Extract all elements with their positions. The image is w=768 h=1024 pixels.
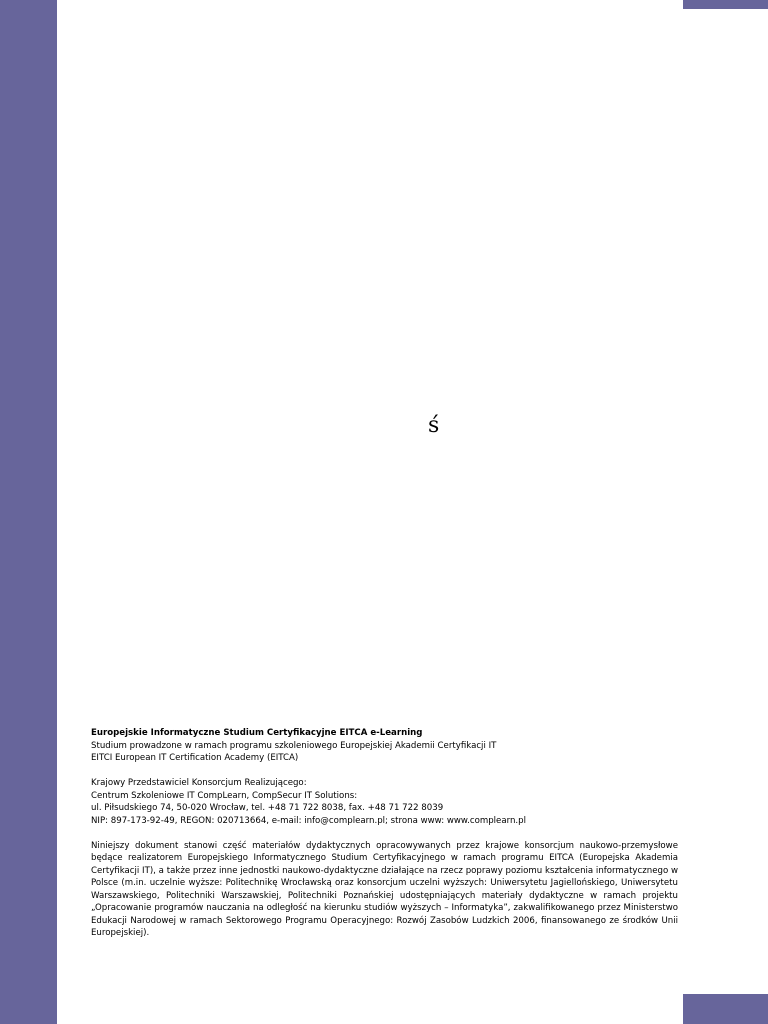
academy-line: EITCI European IT Certification Academy (EITCA) [91, 753, 299, 763]
consortium-label: Krajowy Przedstawiciel Konsorcjum Realizującego: [91, 778, 307, 788]
address-line: ul. Piłsudskiego 74, 50-020 Wrocław, tel. +48 71 722 8038, fax. +48 71 722 8039 [91, 803, 444, 813]
spacer [91, 765, 678, 778]
publisher-info-block [91, 727, 678, 940]
consortium-names: Centrum Szkoleniowe IT CompLearn, CompSecur IT Solutions: [91, 790, 358, 801]
program-line: Studium prowadzone w ramach programu szkoleniowego Europejskiej Akademii Certyfikacji IT [91, 740, 497, 751]
studium-title: Europejskie Informatyczne Studium Certyfikacyjne EITCA e-Learning [91, 728, 423, 738]
ids-contact-line: NIP: 897-173-92-49, REGON: 020713664, e-mail: info@complearn.pl; strona www: www.complearn.pl [91, 815, 527, 826]
top-right-accent-tab [683, 0, 768, 9]
center-character: ś [428, 413, 440, 438]
notice-paragraph: Niniejszy dokument stanowi część materiałów dydaktycznych opracowywanych przez krajowe konsorcjum naukowo-przemysłowe będące realizatorem Europejskiego Informatycznego Studium Certyfikacyjnego w ramach programu EITCA (Europejska Akademia Certyfikacji IT), a także przez inne jednostki naukowo-dydaktyczne działające na rzecz poprawy poziomu kształcenia informatycznego w Polsce (m.in. uczelnie wyższe: Politechnikę Wrocławską oraz konsorcjum uczelni wyższych: Uniwersytetu Jagiellońskiego, Uniwersytetu Warszawskiego, Politechniki Warszawskiej, Politechniki Poznańskiej udostępniających materiały dydaktyczne w ramach projektu „Opracowanie programów nauczania na odległość na kierunku studiów wyższych – Informatyka”, zakwalifikowanego przez Ministerstwo Edukacji Narodowej w ramach Sektorowego Programu Operacyjnego: Rozwój Zasobów Ludzkich 2006, finansowanego ze środków Unii Europejskiej). [91, 840, 678, 938]
left-accent-band [0, 0, 57, 1024]
bottom-right-accent-tab [683, 994, 768, 1024]
spacer [91, 827, 678, 840]
